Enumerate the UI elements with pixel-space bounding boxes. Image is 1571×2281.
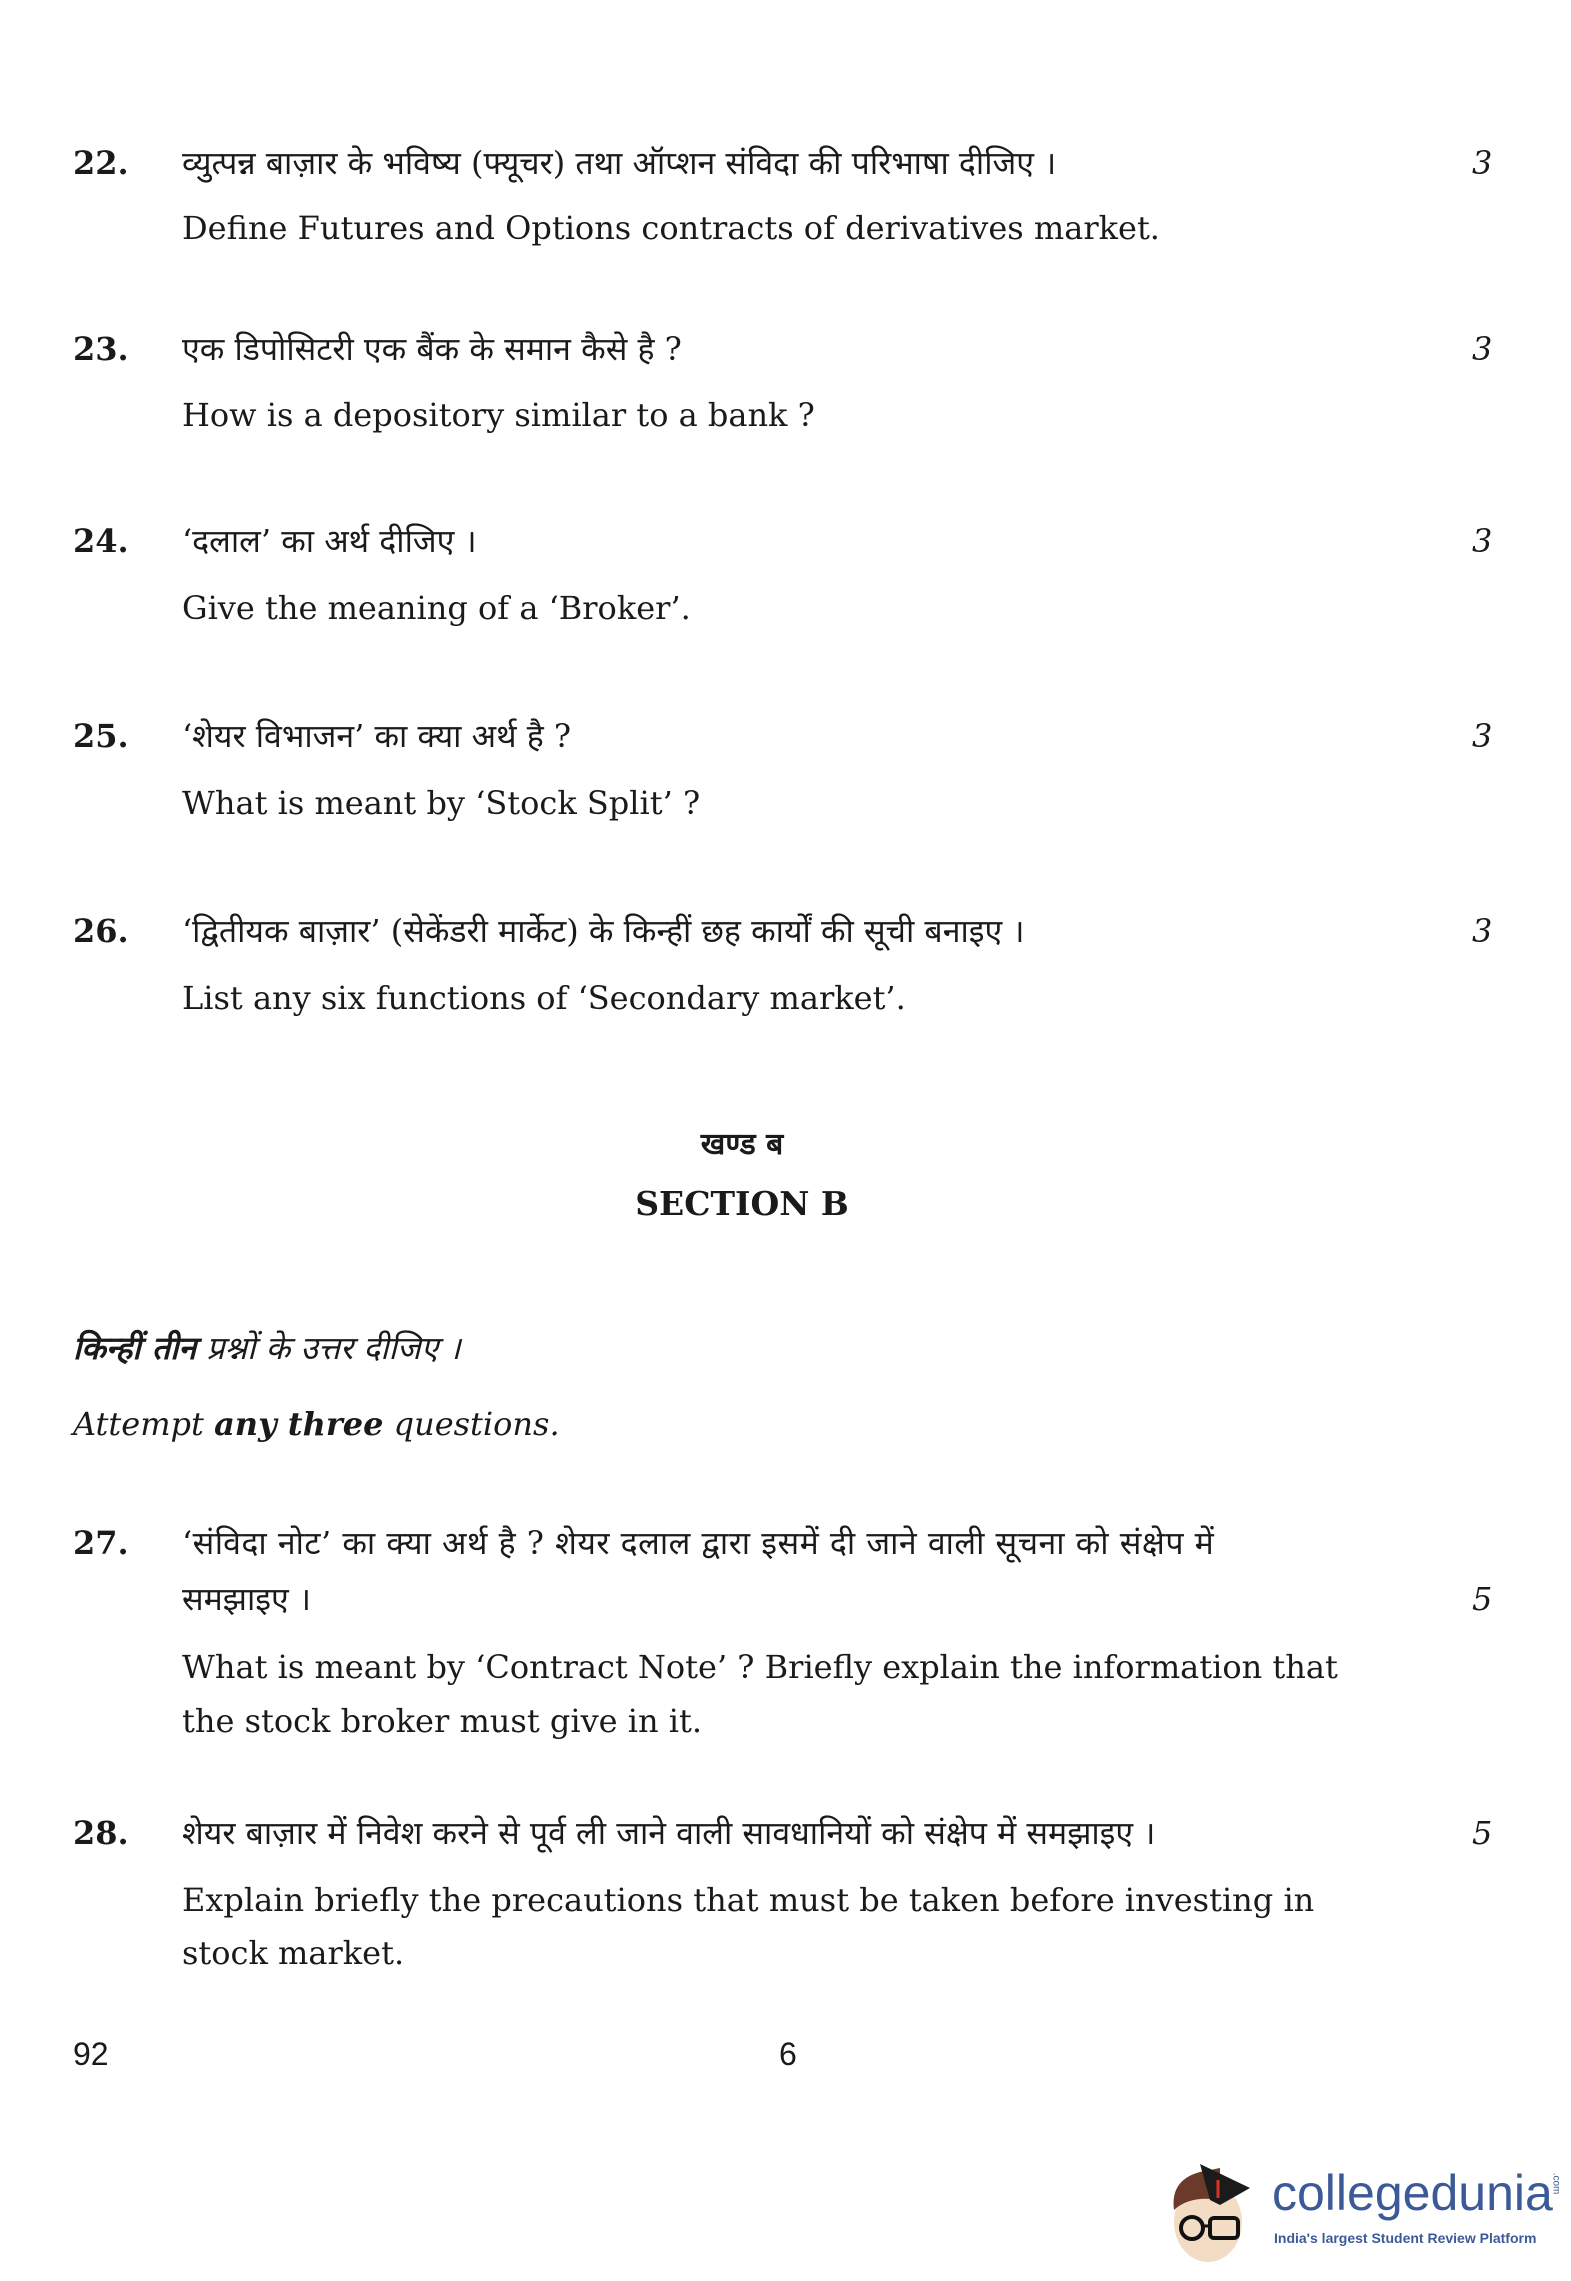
instruction-post: questions. [383,1405,560,1443]
instruction-pre: Attempt [73,1405,215,1443]
question-marks: 3 [1472,330,1493,368]
question-number: 25. [73,717,129,755]
mascot-icon [1160,2150,1270,2270]
paper-code: 92 [73,2036,109,2072]
question-hindi: ‘शेयर विभाजन’ का क्या अर्थ है ? [182,717,572,755]
question-english: Define Futures and Options contracts of derivatives market. [182,209,1160,247]
question-english: Give the meaning of a ‘Broker’. [182,589,691,627]
question-english: What is meant by ‘Stock Split’ ? [182,784,701,822]
instruction-english [73,1402,560,1446]
question-marks: 3 [1472,522,1493,560]
section-title: SECTION B [635,1184,849,1223]
question-english: List any six functions of ‘Secondary market’. [182,979,906,1017]
question-english: stock market. [182,1934,405,1972]
question-hindi: ‘द्वितीयक बाज़ार’ (सेकेंडरी मार्केट) के किन्हीं छह कार्यों की सूची बनाइए । [182,912,1025,950]
instruction-hindi-bold: किन्हीं तीन [73,1329,197,1367]
question-hindi: समझाइए । [182,1580,311,1618]
question-number: 24. [73,522,129,560]
instruction-hindi [73,1326,461,1370]
page-number: 6 [779,2036,797,2072]
question-hindi: ‘संविदा नोट’ का क्या अर्थ है ? शेयर दलाल द्वारा इसमें दी जाने वाली सूचना को संक्षेप में [182,1524,1215,1562]
question-english: How is a depository similar to a bank ? [182,396,815,434]
question-hindi: व्युत्पन्न बाज़ार के भविष्य (फ्यूचर) तथा ऑप्शन संविदा की परिभाषा दीजिए । [182,144,1057,182]
logo-brand: collegedunia [1272,2165,1553,2221]
question-number: 28. [73,1814,129,1852]
question-hindi: एक डिपोसिटरी एक बैंक के समान कैसे है ? [182,330,682,368]
logo-tagline: India's largest Student Review Platform [1274,2230,1537,2246]
question-marks: 5 [1472,1814,1493,1852]
question-number: 22. [73,144,129,182]
question-number: 26. [73,912,129,950]
question-number: 23. [73,330,129,368]
collegedunia-logo [1160,2150,1560,2270]
logo-domain: .com [1550,2172,1562,2195]
question-marks: 3 [1472,144,1493,182]
question-number: 27. [73,1524,129,1562]
question-english: What is meant by ‘Contract Note’ ? Briefly explain the information that [182,1648,1338,1686]
question-english: the stock broker must give in it. [182,1702,703,1740]
section-title-hindi: खण्ड ब [700,1127,784,1162]
question-marks: 3 [1472,717,1493,755]
question-hindi: ‘दलाल’ का अर्थ दीजिए । [182,522,477,560]
question-english: Explain briefly the precautions that must be taken before investing in [182,1881,1315,1919]
instruction-hindi-rest: प्रश्नों के उत्तर दीजिए । [196,1329,461,1367]
instruction-bold: any three [214,1405,384,1443]
question-hindi: शेयर बाज़ार में निवेश करने से पूर्व ली जाने वाली सावधानियों को संक्षेप में समझाइए । [182,1814,1156,1852]
question-marks: 5 [1472,1580,1493,1618]
question-marks: 3 [1472,912,1493,950]
